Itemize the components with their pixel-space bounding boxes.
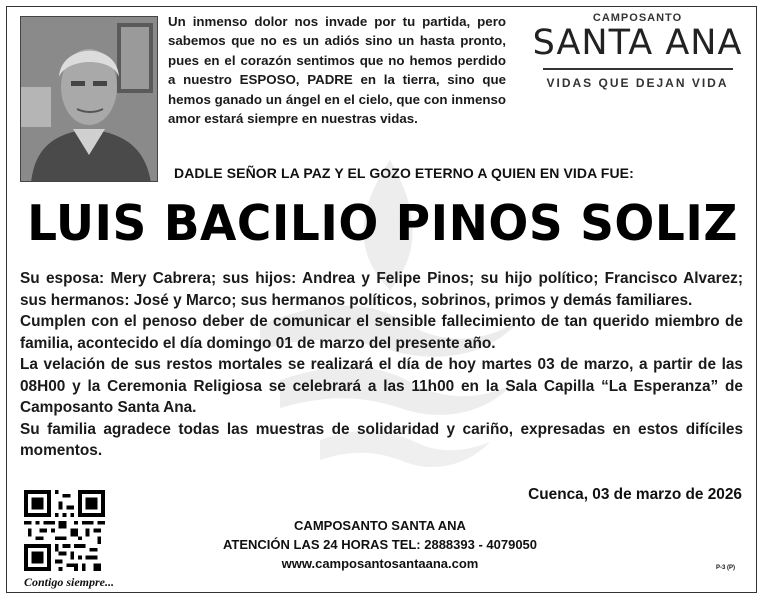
deceased-name: LUIS BACILIO PINOS SOLIZ [27, 194, 738, 253]
notice-date: Cuenca, 03 de marzo de 2026 [528, 486, 742, 503]
footer-contact [180, 516, 580, 573]
qr-caption: Contigo siempre... [24, 575, 115, 589]
intro-text: Un inmenso dolor nos invade por tu partida, pero sabemos que no es un adiós sino un hasta pronto, pues en el corazón sentimos que no hemos perdido a nuestro ESPOSO, PADRE en la tierra, sino que hemos ganado un ángel en el cielo, que con inmenso amor estará siempre en nuestras vidas. [168, 14, 506, 127]
logo-main-text: SANTA ANA [532, 23, 743, 63]
qr-code[interactable] [24, 490, 105, 571]
prayer-line: DADLE SEÑOR LA PAZ Y EL GOZO ETERNO A QUIEN EN VIDA FUE: [174, 165, 634, 181]
announcement-paragraph: Cumplen con el penoso deber de comunicar el sensible fallecimiento de tan querido miembro de familia, acontecido el día domingo 01 de marzo del presente año. [20, 313, 743, 352]
gratitude-paragraph: Su familia agradece todas las muestras de solidaridad y cariño, expresadas en estos difíciles momentos. [20, 420, 743, 459]
footer-website[interactable]: www.camposantosantaana.com [281, 556, 479, 571]
logo-divider [543, 68, 733, 70]
ad-code: P-3 (P) [716, 565, 736, 571]
deceased-photo [20, 16, 158, 182]
wake-paragraph: La velación de sus restos mortales se realizará el día de hoy martes 03 de marzo, a partir de las 08H00 y la Ceremonia Religiosa se celebrará a las 11h00 en la Sala Capilla “La Esperanza” de Camposanto Santa Ana. [20, 356, 743, 416]
family-paragraph: Su esposa: Mery Cabrera; sus hijos: Andrea y Felipe Pinos; su hijo político; Francisco Alvarez; sus hermanos: José y Marco; sus hermanos políticos, sobrinos, primos y demás familiares. [20, 270, 743, 309]
notice-body [20, 268, 743, 462]
camposanto-logo [530, 8, 745, 108]
logo-top-text: CAMPOSANTO [592, 12, 683, 24]
logo-tagline: VIDAS QUE DEJAN VIDA [546, 76, 729, 90]
footer-phone: ATENCIÓN LAS 24 HORAS TEL: 2888393 - 4079050 [222, 537, 538, 552]
footer-company: CAMPOSANTO SANTA ANA [294, 518, 466, 533]
